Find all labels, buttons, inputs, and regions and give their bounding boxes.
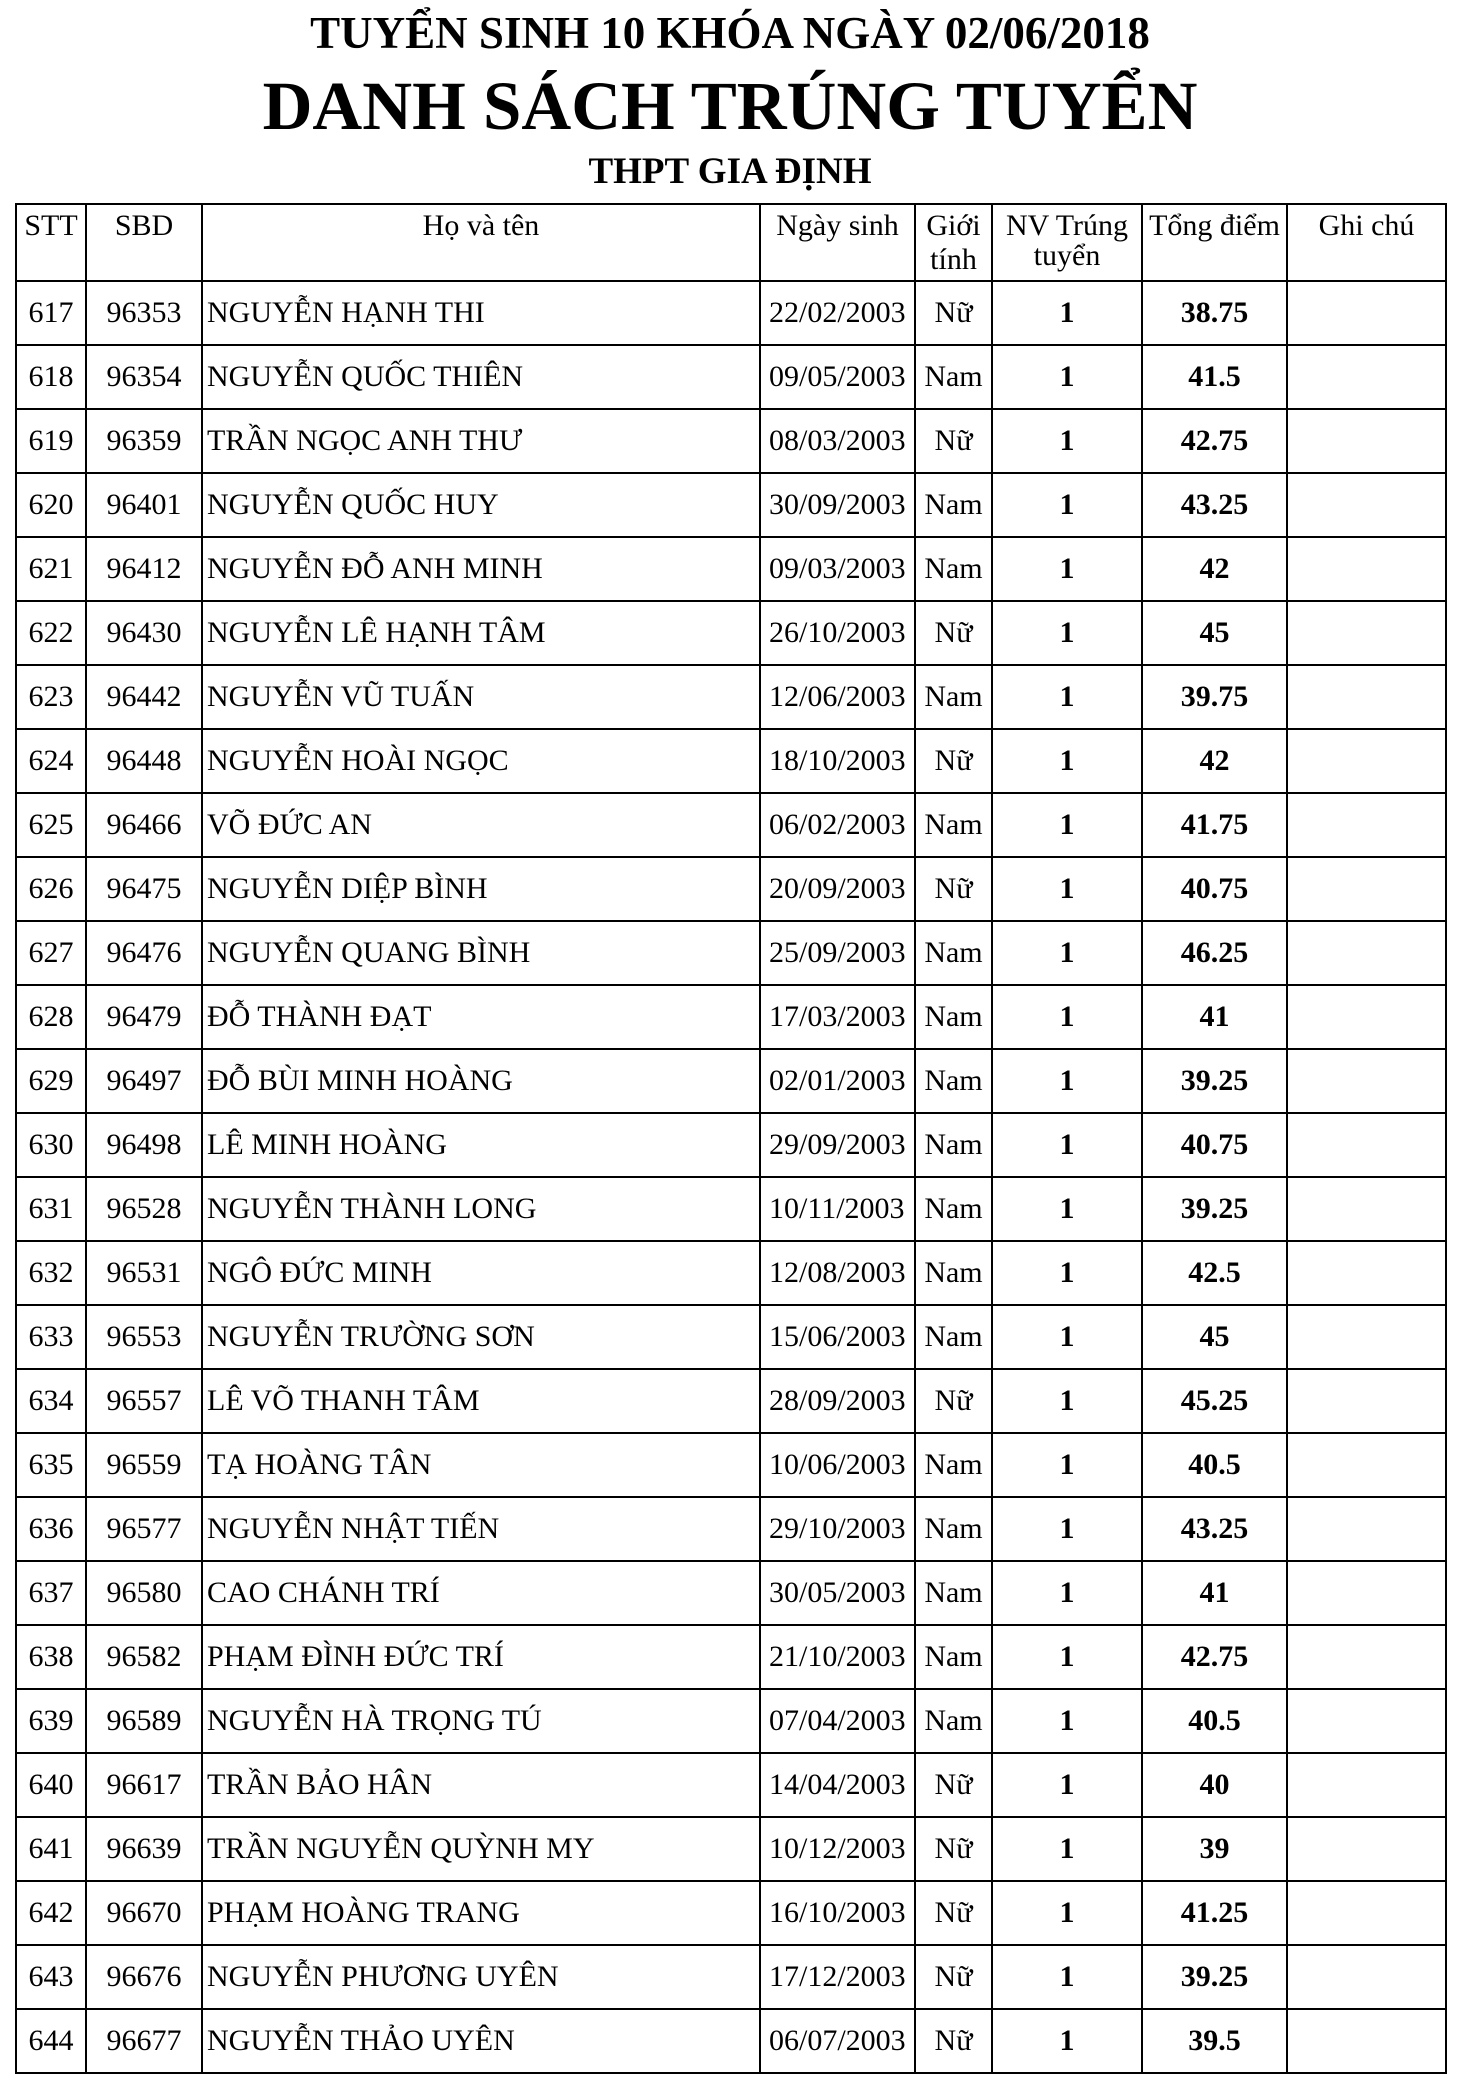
cell-score: 41.5 <box>1142 345 1287 409</box>
cell-sbd: 96553 <box>86 1305 202 1369</box>
cell-name: PHẠM HOÀNG TRANG <box>202 1881 760 1945</box>
cell-note <box>1287 473 1446 537</box>
cell-sbd: 96497 <box>86 1049 202 1113</box>
cell-sbd: 96476 <box>86 921 202 985</box>
cell-name: LÊ MINH HOÀNG <box>202 1113 760 1177</box>
cell-score: 40.5 <box>1142 1689 1287 1753</box>
cell-note <box>1287 1881 1446 1945</box>
cell-nv: 1 <box>992 665 1142 729</box>
table-header-row <box>16 204 1446 281</box>
cell-nv: 1 <box>992 409 1142 473</box>
table-row <box>16 1625 1446 1689</box>
cell-sbd: 96639 <box>86 1817 202 1881</box>
cell-nv: 1 <box>992 601 1142 665</box>
table-row <box>16 345 1446 409</box>
cell-note <box>1287 601 1446 665</box>
document-title: DANH SÁCH TRÚNG TUYỂN <box>262 68 1198 144</box>
cell-stt: 634 <box>16 1369 86 1433</box>
cell-gender: Nam <box>915 1433 992 1497</box>
cell-sbd: 96559 <box>86 1433 202 1497</box>
cell-sbd: 96557 <box>86 1369 202 1433</box>
table-row <box>16 281 1446 345</box>
cell-stt: 637 <box>16 1561 86 1625</box>
cell-dob: 10/12/2003 <box>760 1817 915 1881</box>
cell-sbd: 96353 <box>86 281 202 345</box>
cell-stt: 628 <box>16 985 86 1049</box>
cell-score: 41 <box>1142 985 1287 1049</box>
cell-score: 39 <box>1142 1817 1287 1881</box>
cell-nv: 1 <box>992 1369 1142 1433</box>
cell-sbd: 96498 <box>86 1113 202 1177</box>
cell-dob: 20/09/2003 <box>760 857 915 921</box>
cell-sbd: 96466 <box>86 793 202 857</box>
cell-sbd: 96670 <box>86 1881 202 1945</box>
cell-score: 40 <box>1142 1753 1287 1817</box>
column-header-nv <box>992 204 1142 281</box>
cell-sbd: 96589 <box>86 1689 202 1753</box>
cell-dob: 08/03/2003 <box>760 409 915 473</box>
cell-name: NGUYỄN QUỐC THIÊN <box>202 345 760 409</box>
cell-dob: 15/06/2003 <box>760 1305 915 1369</box>
cell-gender: Nữ <box>915 281 992 345</box>
table-row <box>16 1113 1446 1177</box>
cell-sbd: 96354 <box>86 345 202 409</box>
cell-name: NGÔ ĐỨC MINH <box>202 1241 760 1305</box>
cell-name: TRẦN NGỌC ANH THƯ <box>202 409 760 473</box>
cell-name: NGUYỄN DIỆP BÌNH <box>202 857 760 921</box>
cell-gender: Nữ <box>915 1369 992 1433</box>
cell-name: TRẦN NGUYỄN QUỲNH MY <box>202 1817 760 1881</box>
cell-note <box>1287 1369 1446 1433</box>
cell-sbd: 96359 <box>86 409 202 473</box>
cell-dob: 17/12/2003 <box>760 1945 915 2009</box>
cell-gender: Nữ <box>915 1881 992 1945</box>
cell-dob: 28/09/2003 <box>760 1369 915 1433</box>
cell-note <box>1287 857 1446 921</box>
cell-nv: 1 <box>992 345 1142 409</box>
cell-dob: 07/04/2003 <box>760 1689 915 1753</box>
cell-note <box>1287 1241 1446 1305</box>
cell-note <box>1287 2009 1446 2073</box>
cell-name: ĐỖ THÀNH ĐẠT <box>202 985 760 1049</box>
table-row <box>16 1497 1446 1561</box>
table-row <box>16 1241 1446 1305</box>
cell-note <box>1287 1561 1446 1625</box>
cell-stt: 626 <box>16 857 86 921</box>
cell-name: ĐỖ BÙI MINH HOÀNG <box>202 1049 760 1113</box>
table-row <box>16 601 1446 665</box>
cell-nv: 1 <box>992 1817 1142 1881</box>
cell-name: NGUYỄN HOÀI NGỌC <box>202 729 760 793</box>
cell-score: 42.75 <box>1142 409 1287 473</box>
cell-gender: Nam <box>915 345 992 409</box>
cell-nv: 1 <box>992 1945 1142 2009</box>
table-row <box>16 921 1446 985</box>
cell-gender: Nam <box>915 1113 992 1177</box>
cell-dob: 21/10/2003 <box>760 1625 915 1689</box>
cell-gender: Nam <box>915 1625 992 1689</box>
cell-gender: Nam <box>915 793 992 857</box>
cell-dob: 06/07/2003 <box>760 2009 915 2073</box>
cell-stt: 632 <box>16 1241 86 1305</box>
cell-nv: 1 <box>992 1177 1142 1241</box>
cell-score: 41.25 <box>1142 1881 1287 1945</box>
cell-score: 45 <box>1142 1305 1287 1369</box>
cell-score: 39.75 <box>1142 665 1287 729</box>
cell-score: 39.25 <box>1142 1177 1287 1241</box>
cell-nv: 1 <box>992 473 1142 537</box>
cell-note <box>1287 665 1446 729</box>
cell-note <box>1287 281 1446 345</box>
cell-gender: Nam <box>915 1689 992 1753</box>
cell-nv: 1 <box>992 1561 1142 1625</box>
cell-gender: Nam <box>915 1497 992 1561</box>
cell-score: 45 <box>1142 601 1287 665</box>
cell-sbd: 96617 <box>86 1753 202 1817</box>
cell-nv: 1 <box>992 537 1142 601</box>
cell-dob: 18/10/2003 <box>760 729 915 793</box>
cell-score: 38.75 <box>1142 281 1287 345</box>
cell-sbd: 96582 <box>86 1625 202 1689</box>
cell-note <box>1287 1625 1446 1689</box>
cell-gender: Nam <box>915 537 992 601</box>
cell-name: NGUYỄN HÀ TRỌNG TÚ <box>202 1689 760 1753</box>
table-row <box>16 1945 1446 2009</box>
cell-note <box>1287 1817 1446 1881</box>
cell-name: NGUYỄN QUỐC HUY <box>202 473 760 537</box>
cell-sbd: 96677 <box>86 2009 202 2073</box>
cell-gender: Nữ <box>915 1817 992 1881</box>
cell-nv: 1 <box>992 281 1142 345</box>
cell-score: 42 <box>1142 537 1287 601</box>
cell-gender: Nữ <box>915 1753 992 1817</box>
cell-gender: Nam <box>915 1305 992 1369</box>
cell-score: 43.25 <box>1142 473 1287 537</box>
table-row <box>16 1881 1446 1945</box>
column-header-nv-line2: tuyển <box>1033 239 1101 272</box>
table-row <box>16 2009 1446 2073</box>
cell-name: NGUYỄN THÀNH LONG <box>202 1177 760 1241</box>
cell-note <box>1287 345 1446 409</box>
cell-gender: Nữ <box>915 601 992 665</box>
table-body <box>16 281 1446 2073</box>
cell-note <box>1287 1497 1446 1561</box>
cell-stt: 639 <box>16 1689 86 1753</box>
cell-note <box>1287 1433 1446 1497</box>
cell-sbd: 96531 <box>86 1241 202 1305</box>
cell-dob: 22/02/2003 <box>760 281 915 345</box>
cell-nv: 1 <box>992 857 1142 921</box>
cell-dob: 16/10/2003 <box>760 1881 915 1945</box>
cell-name: NGUYỄN LÊ HẠNH TÂM <box>202 601 760 665</box>
cell-stt: 625 <box>16 793 86 857</box>
cell-name: NGUYỄN ĐỖ ANH MINH <box>202 537 760 601</box>
cell-note <box>1287 1945 1446 2009</box>
cell-note <box>1287 985 1446 1049</box>
cell-name: VÕ ĐỨC AN <box>202 793 760 857</box>
cell-gender: Nam <box>915 985 992 1049</box>
cell-gender: Nữ <box>915 729 992 793</box>
cell-stt: 638 <box>16 1625 86 1689</box>
cell-nv: 1 <box>992 1753 1142 1817</box>
cell-score: 40.75 <box>1142 1113 1287 1177</box>
cell-sbd: 96401 <box>86 473 202 537</box>
cell-name: LÊ VÕ THANH TÂM <box>202 1369 760 1433</box>
cell-stt: 621 <box>16 537 86 601</box>
cell-stt: 630 <box>16 1113 86 1177</box>
cell-score: 42.5 <box>1142 1241 1287 1305</box>
cell-name: NGUYỄN PHƯƠNG UYÊN <box>202 1945 760 2009</box>
table-row <box>16 1561 1446 1625</box>
cell-name: NGUYỄN THẢO UYÊN <box>202 2009 760 2073</box>
cell-stt: 620 <box>16 473 86 537</box>
cell-nv: 1 <box>992 1497 1142 1561</box>
table-row <box>16 1817 1446 1881</box>
cell-sbd: 96412 <box>86 537 202 601</box>
cell-note <box>1287 729 1446 793</box>
column-header-note: Ghi chú <box>1287 204 1446 281</box>
cell-dob: 14/04/2003 <box>760 1753 915 1817</box>
cell-stt: 631 <box>16 1177 86 1241</box>
table-row <box>16 985 1446 1049</box>
table-row <box>16 1177 1446 1241</box>
cell-dob: 02/01/2003 <box>760 1049 915 1113</box>
school-name: THPT GIA ĐỊNH <box>588 151 872 192</box>
table-row <box>16 665 1446 729</box>
cell-stt: 640 <box>16 1753 86 1817</box>
column-header-stt: STT <box>16 204 86 281</box>
cell-nv: 1 <box>992 1433 1142 1497</box>
cell-name: TRẦN BẢO HÂN <box>202 1753 760 1817</box>
cell-dob: 10/11/2003 <box>760 1177 915 1241</box>
cell-note <box>1287 1049 1446 1113</box>
cell-gender: Nữ <box>915 2009 992 2073</box>
column-header-gender <box>915 204 992 281</box>
cell-dob: 17/03/2003 <box>760 985 915 1049</box>
cell-sbd: 96577 <box>86 1497 202 1561</box>
cell-stt: 618 <box>16 345 86 409</box>
table-row <box>16 473 1446 537</box>
cell-stt: 624 <box>16 729 86 793</box>
cell-sbd: 96676 <box>86 1945 202 2009</box>
cell-gender: Nam <box>915 1561 992 1625</box>
cell-nv: 1 <box>992 1305 1142 1369</box>
cell-score: 42 <box>1142 729 1287 793</box>
column-header-gender-line1: Giới <box>926 209 981 242</box>
cell-sbd: 96442 <box>86 665 202 729</box>
table-row <box>16 1369 1446 1433</box>
cell-stt: 633 <box>16 1305 86 1369</box>
cell-gender: Nữ <box>915 409 992 473</box>
cell-stt: 623 <box>16 665 86 729</box>
cell-score: 45.25 <box>1142 1369 1287 1433</box>
cell-dob: 10/06/2003 <box>760 1433 915 1497</box>
cell-dob: 06/02/2003 <box>760 793 915 857</box>
cell-score: 41 <box>1142 1561 1287 1625</box>
cell-note <box>1287 1305 1446 1369</box>
table-row <box>16 537 1446 601</box>
admission-table <box>15 203 1447 2074</box>
cell-sbd: 96580 <box>86 1561 202 1625</box>
cell-nv: 1 <box>992 729 1142 793</box>
cell-nv: 1 <box>992 1241 1142 1305</box>
cell-score: 46.25 <box>1142 921 1287 985</box>
cell-nv: 1 <box>992 921 1142 985</box>
cell-nv: 1 <box>992 1689 1142 1753</box>
cell-stt: 617 <box>16 281 86 345</box>
cell-stt: 642 <box>16 1881 86 1945</box>
cell-note <box>1287 1753 1446 1817</box>
cell-stt: 622 <box>16 601 86 665</box>
cell-score: 39.5 <box>1142 2009 1287 2073</box>
cell-score: 42.75 <box>1142 1625 1287 1689</box>
cell-note <box>1287 1177 1446 1241</box>
cell-gender: Nam <box>915 1049 992 1113</box>
cell-name: NGUYỄN TRƯỜNG SƠN <box>202 1305 760 1369</box>
cell-dob: 26/10/2003 <box>760 601 915 665</box>
cell-sbd: 96448 <box>86 729 202 793</box>
cell-dob: 09/03/2003 <box>760 537 915 601</box>
cell-stt: 635 <box>16 1433 86 1497</box>
column-header-sbd: SBD <box>86 204 202 281</box>
cell-sbd: 96475 <box>86 857 202 921</box>
cell-dob: 29/10/2003 <box>760 1497 915 1561</box>
table-row <box>16 409 1446 473</box>
cell-gender: Nam <box>915 921 992 985</box>
table-row <box>16 1689 1446 1753</box>
column-header-gender-line2: tính <box>930 243 977 276</box>
table-row <box>16 1305 1446 1369</box>
cell-name: NGUYỄN HẠNH THI <box>202 281 760 345</box>
cell-nv: 1 <box>992 985 1142 1049</box>
cell-gender: Nam <box>915 473 992 537</box>
cell-gender: Nam <box>915 1241 992 1305</box>
cell-sbd: 96479 <box>86 985 202 1049</box>
cell-stt: 644 <box>16 2009 86 2073</box>
cell-nv: 1 <box>992 1049 1142 1113</box>
cell-dob: 30/09/2003 <box>760 473 915 537</box>
table-row <box>16 793 1446 857</box>
cell-note <box>1287 1113 1446 1177</box>
cell-nv: 1 <box>992 2009 1142 2073</box>
cell-dob: 09/05/2003 <box>760 345 915 409</box>
table-row <box>16 1753 1446 1817</box>
column-header-score: Tổng điểm <box>1142 204 1287 281</box>
table-row <box>16 729 1446 793</box>
cell-score: 40.5 <box>1142 1433 1287 1497</box>
cell-name: TẠ HOÀNG TÂN <box>202 1433 760 1497</box>
cell-dob: 25/09/2003 <box>760 921 915 985</box>
cell-name: CAO CHÁNH TRÍ <box>202 1561 760 1625</box>
cell-nv: 1 <box>992 1881 1142 1945</box>
cell-note <box>1287 1689 1446 1753</box>
cell-nv: 1 <box>992 1625 1142 1689</box>
cell-name: PHẠM ĐÌNH ĐỨC TRÍ <box>202 1625 760 1689</box>
column-header-nv-line1: NV Trúng <box>1005 209 1128 242</box>
cell-nv: 1 <box>992 793 1142 857</box>
cell-sbd: 96430 <box>86 601 202 665</box>
cell-note <box>1287 409 1446 473</box>
cell-name: NGUYỄN VŨ TUẤN <box>202 665 760 729</box>
cell-stt: 627 <box>16 921 86 985</box>
cell-dob: 29/09/2003 <box>760 1113 915 1177</box>
table-row <box>16 1049 1446 1113</box>
cell-stt: 643 <box>16 1945 86 2009</box>
cell-stt: 629 <box>16 1049 86 1113</box>
cell-note <box>1287 793 1446 857</box>
cell-stt: 619 <box>16 409 86 473</box>
table-row <box>16 857 1446 921</box>
cell-score: 39.25 <box>1142 1049 1287 1113</box>
table-row <box>16 1433 1446 1497</box>
cell-gender: Nam <box>915 665 992 729</box>
cell-nv: 1 <box>992 1113 1142 1177</box>
cell-note <box>1287 921 1446 985</box>
cell-stt: 636 <box>16 1497 86 1561</box>
cell-score: 41.75 <box>1142 793 1287 857</box>
cell-score: 40.75 <box>1142 857 1287 921</box>
cell-gender: Nam <box>915 1177 992 1241</box>
cell-dob: 30/05/2003 <box>760 1561 915 1625</box>
cell-note <box>1287 537 1446 601</box>
cell-gender: Nữ <box>915 857 992 921</box>
cell-sbd: 96528 <box>86 1177 202 1241</box>
column-header-dob: Ngày sinh <box>760 204 915 281</box>
cell-score: 39.25 <box>1142 1945 1287 2009</box>
column-header-name: Họ và tên <box>202 204 760 281</box>
cell-score: 43.25 <box>1142 1497 1287 1561</box>
cell-name: NGUYỄN NHẬT TIẾN <box>202 1497 760 1561</box>
cell-name: NGUYỄN QUANG BÌNH <box>202 921 760 985</box>
cell-dob: 12/08/2003 <box>760 1241 915 1305</box>
cell-gender: Nữ <box>915 1945 992 2009</box>
cell-dob: 12/06/2003 <box>760 665 915 729</box>
cell-stt: 641 <box>16 1817 86 1881</box>
document-heading-exam: TUYỂN SINH 10 KHÓA NGÀY 02/06/2018 <box>310 8 1150 58</box>
